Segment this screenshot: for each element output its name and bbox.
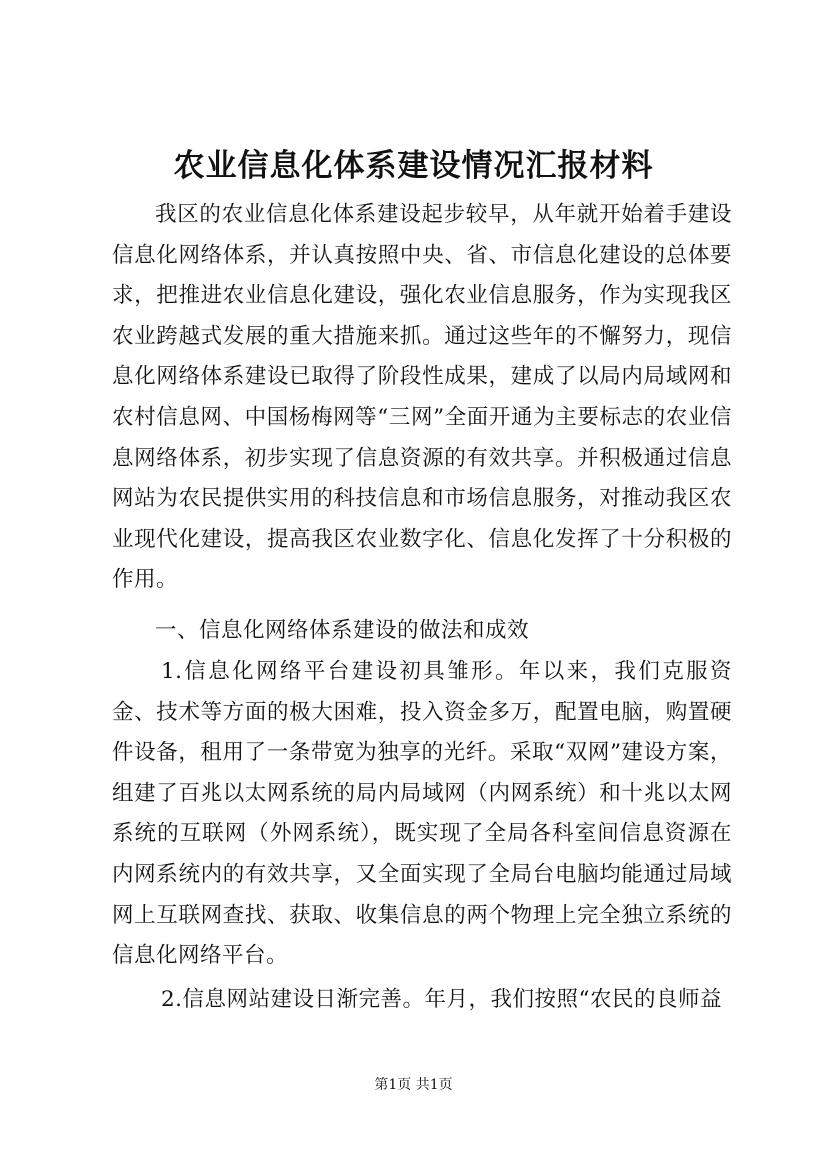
page-number: 第1页 共1页 — [374, 1077, 453, 1093]
intro-paragraph: 我区的农业信息化体系建设起步较早，从年就开始着手建设信息化网络体系，并认真按照中央、省、市信息化建设的总体要求，把推进农业信息化建设，强化农业信息服务，作为实现我区农业跨越式发展的重大措施来抓。通过这些年的不懈努力，现信息化网络体系建设已取得了阶段性成果，建成了以局内局域网和农村信息网、中国杨梅网等“三网”全面开通为主要标志的农业信息网络体系，初步实现了信息资源的有效共享。并积极通过信息网站为农民提供实用的科技信息和市场信息服务，对推动我区农业现代化建设，提高我区农业数字化、信息化发挥了十分积极的作用。 — [112, 202, 732, 593]
paragraph-website: 2.信息网站建设日渐完善。年月，我们按照“农民的良师益 — [161, 987, 723, 1012]
section-heading: 一、信息化网络体系建设的做法和成效 — [155, 618, 530, 643]
paragraph-network-platform: 1.信息化网络平台建设初具雏形。年以来，我们克服资金、技术等方面的极大困难，投入资金多万，配置电脑，购置硬件设备，租用了一条带宽为独享的光纤。采取“双网”建设方案，组建了百兆以太网系统的局内局域网（内网系统）和十兆以太网系统的互联网（外网系统），既实现了全局各科室间信息资源在内网系统内的有效共享，又全面实现了全局台电脑均能通过局域网上互联网查找、获取、收集信息的两个物理上完全独立系统的信息化网络平台。 — [112, 659, 732, 969]
page-footer — [0, 1075, 827, 1095]
document-title: 农业信息化体系建设情况汇报材料 — [173, 148, 654, 184]
